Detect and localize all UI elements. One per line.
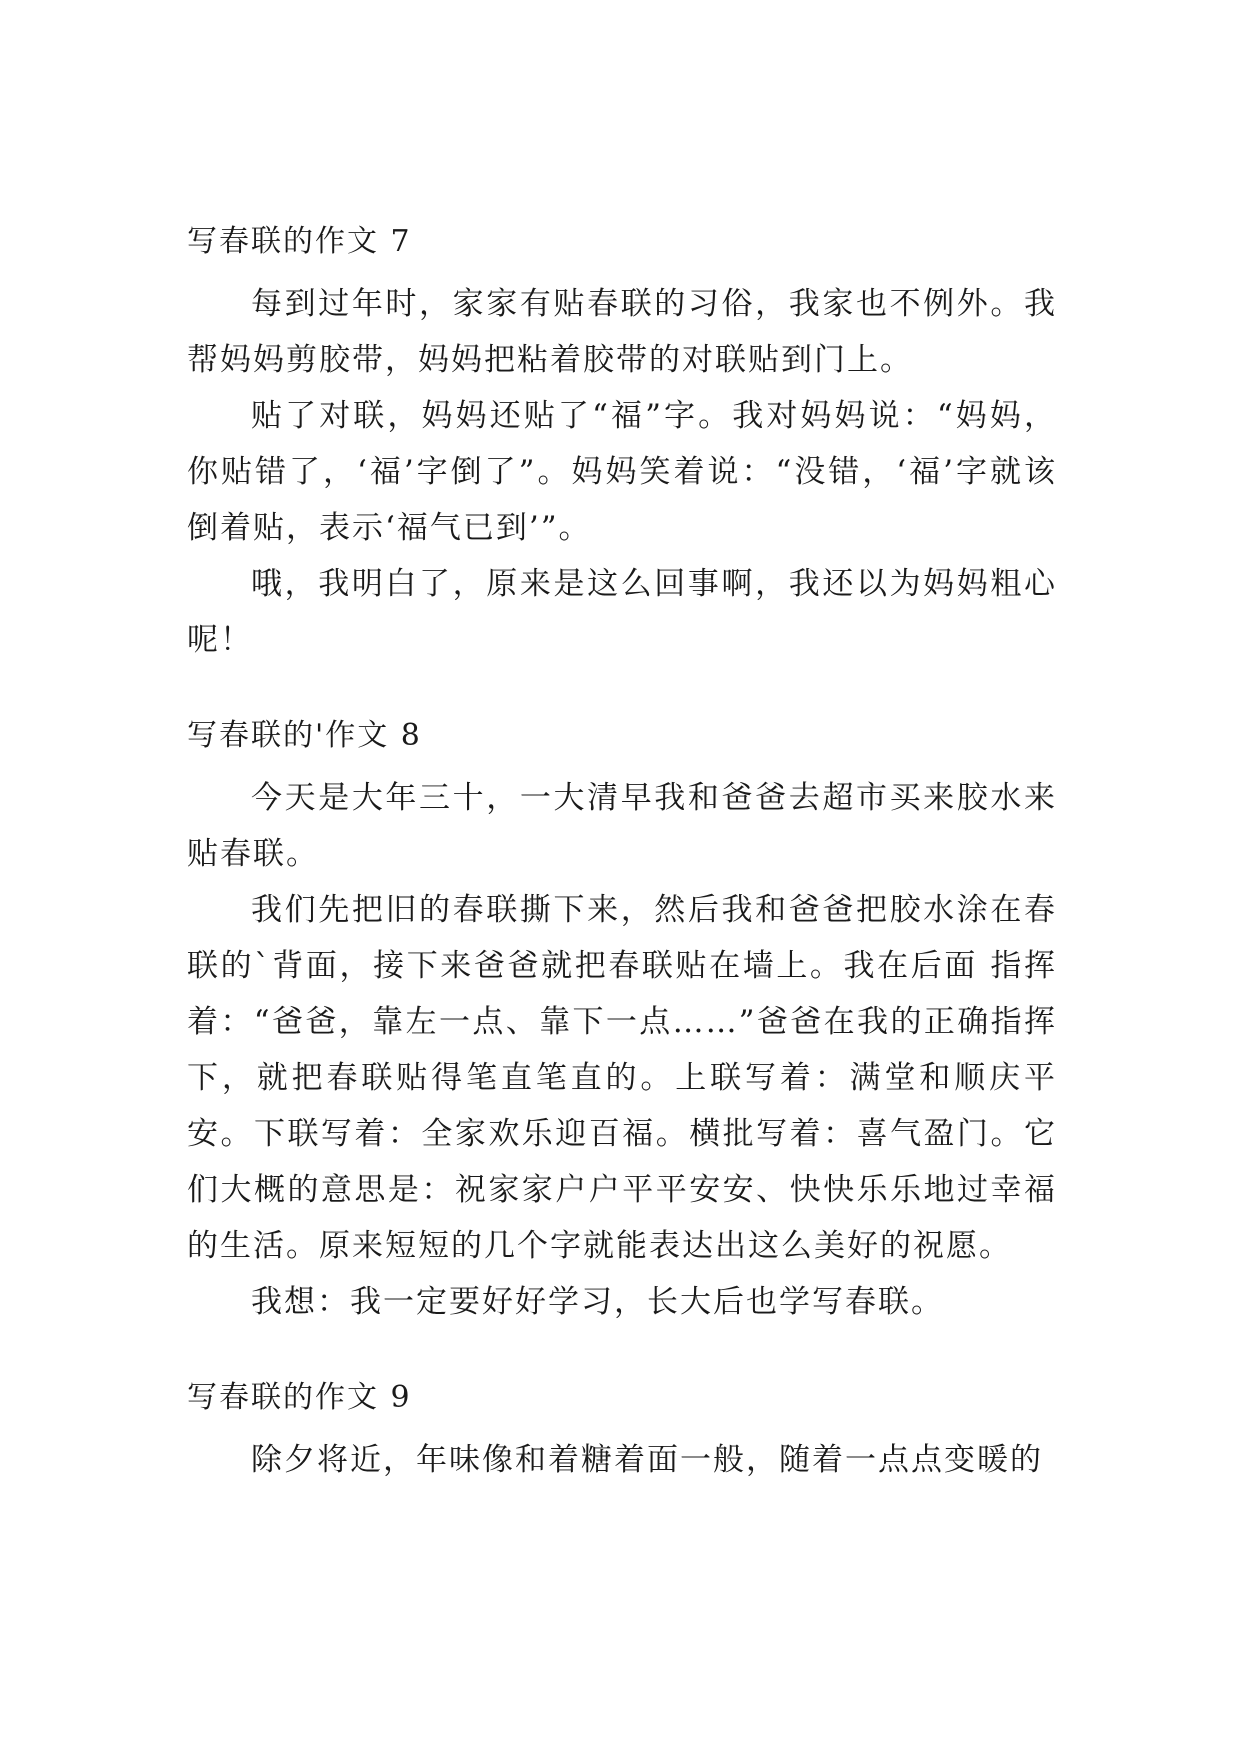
- paragraph: 我们先把旧的春联撕下来，然后我和爸爸把胶水涂在春联的`背面，接下来爸爸就把春联贴在墙上。我在后面 指挥着：“爸爸，靠左一点、靠下一点……”爸爸在我的正确指挥下，就把春联贴得笔直笔直的。上联写着：满堂和顺庆平安。下联写着：全家欢乐迎百福。横批写着：喜气盈门。它们大概的意思是：祝家家户户平平安安、快快乐乐地过幸福的生活。原来短短的几个字就能表达出这么美好的祝愿。: [187, 892, 1057, 1264]
- paragraph: 我想：我一定要好好学习，长大后也学写春联。: [251, 1284, 944, 1320]
- essay-title: 写春联的作文 7: [187, 224, 412, 259]
- paragraph: 贴了对联，妈妈还贴了“福”字。我对妈妈说：“妈妈，你贴错了，‘福’字倒了”。妈妈笑着说：“没错，‘福’字就该倒着贴，表示‘福气已到’”。: [187, 398, 1057, 546]
- paragraph: 每到过年时，家家有贴春联的习俗，我家也不例外。我帮妈妈剪胶带，妈妈把粘着胶带的对联贴到门上。: [187, 286, 1057, 378]
- essay-title: 写春联的'作文 8: [187, 718, 422, 753]
- paragraph: 今天是大年三十，一大清早我和爸爸去超市买来胶水来贴春联。: [187, 780, 1057, 872]
- essay-title: 写春联的作文 9: [187, 1380, 412, 1415]
- essay-7: [187, 222, 1057, 668]
- essay-9: [187, 1378, 1057, 1488]
- paragraph: 哦，我明白了，原来是这么回事啊，我还以为妈妈粗心呢！: [187, 566, 1057, 658]
- document-body: [187, 222, 1057, 1488]
- paragraph: 除夕将近，年味像和着糖着面一般，随着一点点变暖的: [251, 1442, 1043, 1478]
- essay-8: [187, 716, 1057, 1330]
